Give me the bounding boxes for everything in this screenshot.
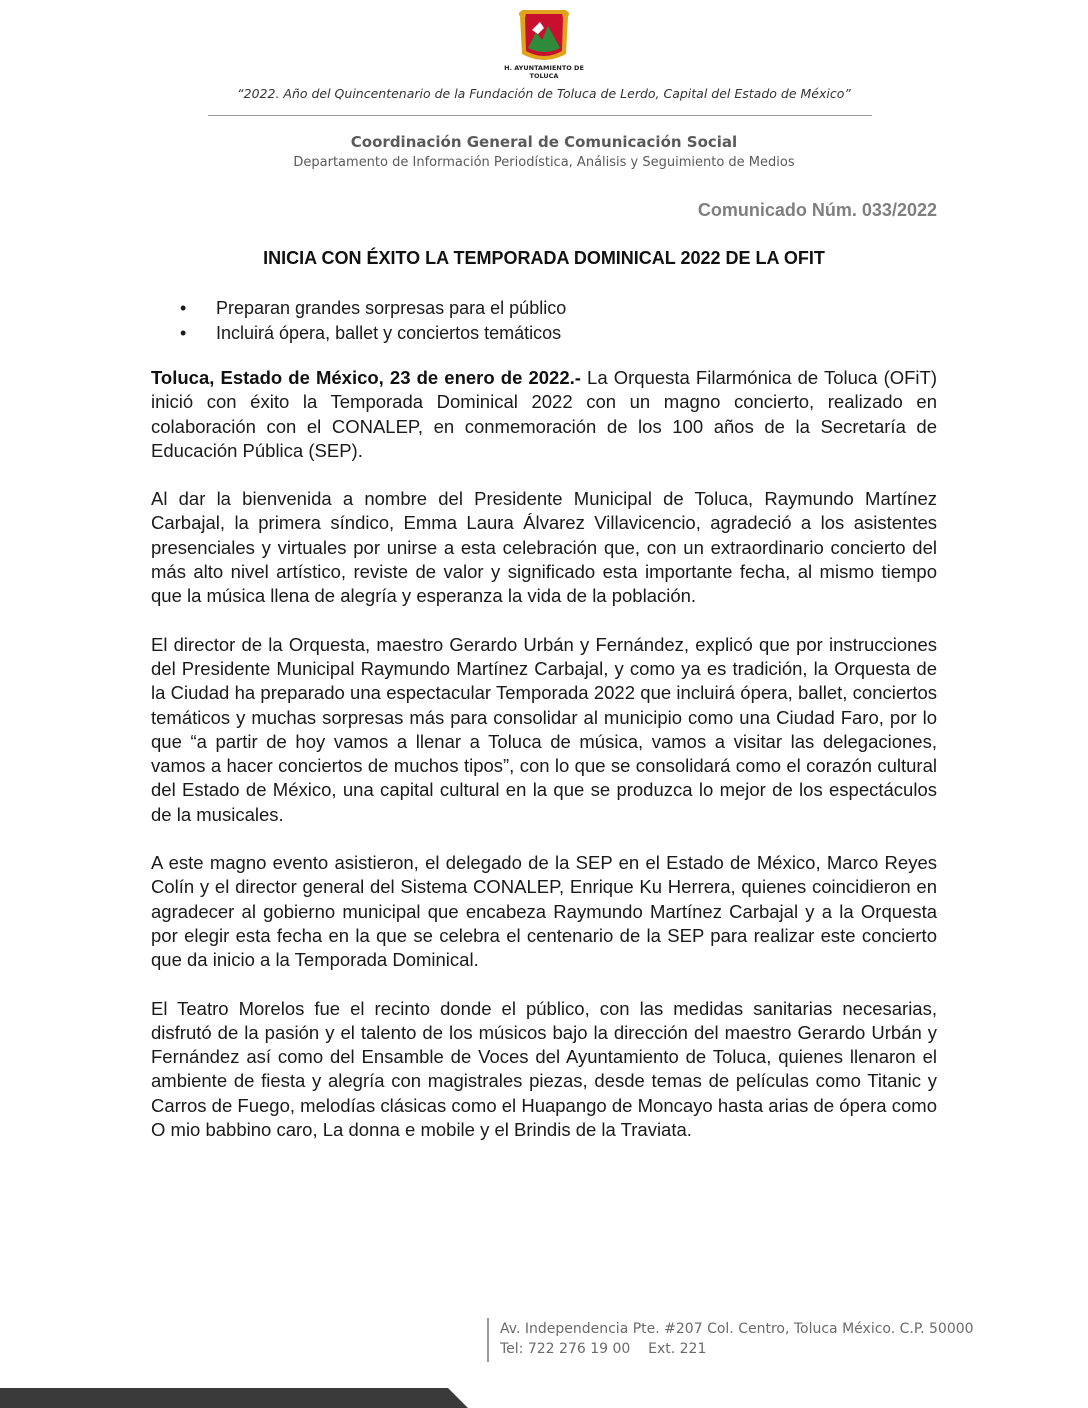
- department-subtitle: Departamento de Información Periodística, Análisis y Seguimiento de Medios: [293, 155, 795, 170]
- header-motto: “2022. Año del Quincentenario de la Fundación de Toluca de Lerdo, Capital del Estado de México”: [237, 86, 851, 101]
- header-divider: [208, 115, 872, 116]
- paragraph: El director de la Orquesta, maestro Gerardo Urbán y Fernández, explicó que por instrucciones del Presidente Municipal Raymundo Martínez Carbajal, y como ya es tradición, la Orquesta de la Ciudad ha preparado una espectacular Temporada 2022 que incluirá ópera, ballet, conciertos temáticos y muchas sorpresas más para consolidar al municipio como una Ciudad Faro, por lo que “a partir de hoy vamos a llenar a Toluca de música, vamos a visitar las delegaciones, vamos a hacer conciertos de muchos tipos”, con lo que se consolidará como el corazón cultural del Estado de México, una capital cultural en la que se produzca lo mejor de los espectáculos de la musicales.: [151, 633, 937, 825]
- department-title: Coordinación General de Comunicación Social: [350, 133, 738, 151]
- article-body: [151, 366, 937, 1166]
- lead-text: La Orquesta Filarmónica de Toluca (OFiT) inició con éxito la Temporada Dominical 2022 con un magno concierto, realizado en colaboración con el CONALEP, en conmemoración de los 100 años de la Secretaría de Educación Pública (SEP).: [151, 367, 937, 461]
- highlights-list: [176, 296, 566, 346]
- footer-band: [0, 1388, 1088, 1408]
- phone-label: Tel:: [500, 1341, 524, 1357]
- paragraph-lead: [151, 366, 937, 463]
- paragraph: El Teatro Morelos fue el recinto donde el público, con las medidas sanitarias necesarias, disfrutó de la pasión y el talento de los músicos bajo la dirección del maestro Gerardo Urbán y Fernández así como del Ensamble de Voces del Ayuntamiento de Toluca, quienes llenaron el ambiente de fiesta y alegría con magistrales piezas, desde temas de películas como Titanic y Carros de Fuego, melodías clásicas como el Huapango de Moncayo hasta arias de ópera como O mio babbino caro, La donna e mobile y el Brindis de la Traviata.: [151, 997, 937, 1141]
- logo-caption: H. AYUNTAMIENTO DE TOLUCA: [504, 64, 584, 80]
- bullet-item: • Incluirá ópera, ballet y conciertos temáticos: [176, 321, 566, 346]
- footer-divider: [487, 1318, 489, 1362]
- phone-extension: Ext. 221: [648, 1341, 707, 1357]
- footer-address: Av. Independencia Pte. #207 Col. Centro, Toluca México. C.P. 50000: [500, 1321, 974, 1337]
- paragraph: A este magno evento asistieron, el delegado de la SEP en el Estado de México, Marco Reyes Colín y el director general del Sistema CONALEP, Enrique Ku Herrera, quienes coincidieron en agradecer al gobierno municipal que encabeza Raymundo Martínez Carbajal y a la Orquesta por elegir esta fecha en la que se celebra el centenario de la SEP para realizar este concierto que da inicio a la Temporada Dominical.: [151, 852, 937, 971]
- communique-number: Comunicado Núm. 033/2022: [697, 200, 937, 220]
- footer-phone: [500, 1341, 706, 1357]
- headline: INICIA CON ÉXITO LA TEMPORADA DOMINICAL 2022 DE LA OFIT: [263, 248, 825, 268]
- phone-number: 722 276 19 00: [527, 1341, 631, 1357]
- bullet-item: • Preparan grandes sorpresas para el público: [176, 296, 566, 321]
- dateline: Toluca, Estado de México, 23 de enero de 2022.-: [151, 367, 581, 388]
- paragraph: Al dar la bienvenida a nombre del Presidente Municipal de Toluca, Raymundo Martínez Carbajal, la primera síndico, Emma Laura Álvarez Villavicencio, agradeció a los asistentes presenciales y virtuales por unirse a esta celebración que, con un extraordinario concierto del más alto nivel artístico, reviste de valor y significado esta importante fecha, al mismo tiempo que la música llena de alegría y esperanza la vida de la población.: [151, 488, 937, 607]
